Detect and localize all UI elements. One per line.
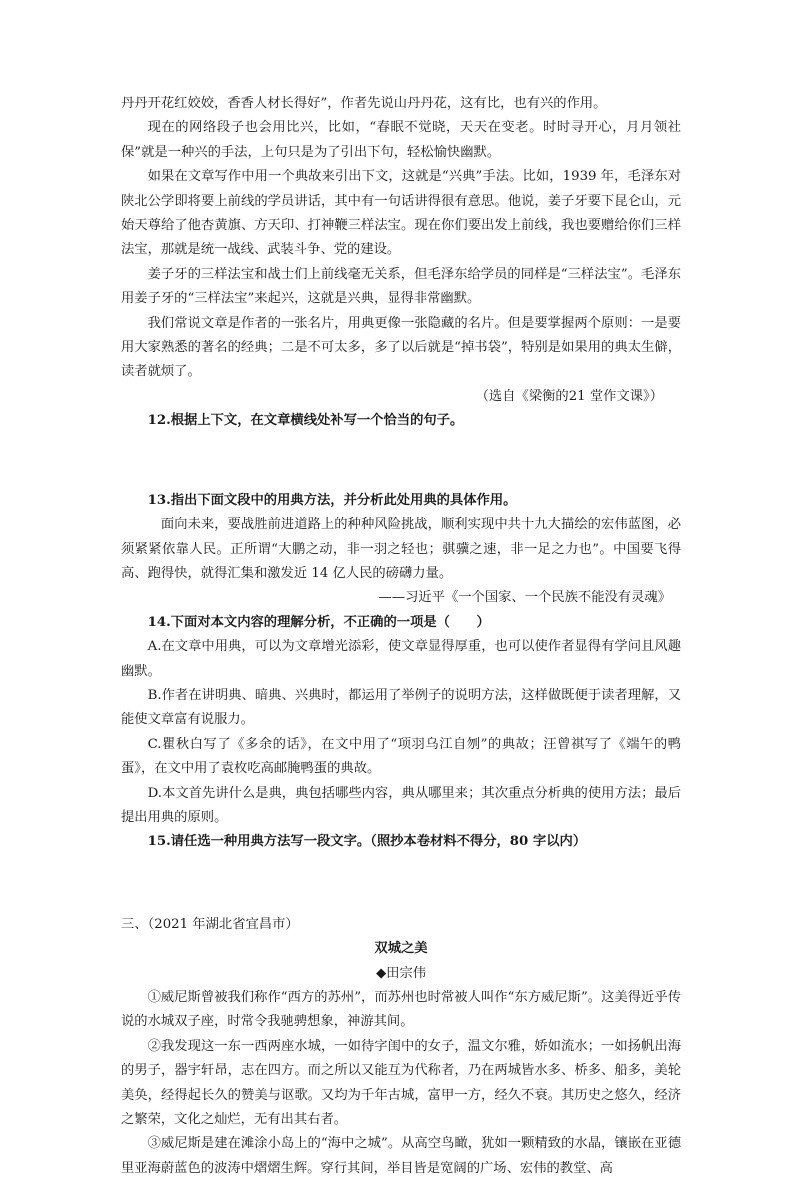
question-13-text: 面向未来，要战胜前进道路上的种种风险挑战，顺利实现中共十九大描绘的宏伟蓝图，必须紧紧依靠人民。正所谓“大鹏之动，非一羽之轻也；骐骥之速，非一足之力也”。中国要飞得高、跑得快，就得汇集和激发近 14 亿人民的磅礴力量。 (121, 517, 681, 581)
question-14-option-a: A.在文章中用典，可以为文章增光添彩，使文章显得厚重，也可以使作者显得有学问且风趣幽默。 (121, 639, 681, 679)
passage-paragraph-2: 现在的网络段子也会用比兴，比如，“春眠不觉晓，天天在变老。时时寻开心，月月领社保”就是一种兴的手法，上句只是为了引出下句，轻松愉快幽默。 (121, 120, 681, 160)
article-title: 双城之美 (374, 941, 428, 957)
article-paragraph-3: ③威尼斯是建在滩涂小岛上的“海中之城”。从高空鸟瞰，犹如一颗精致的水晶，镶嵌在亚德里亚海蔚蓝色的波涛中熠熠生辉。穿行其间，举目皆是宽阔的广场、宏伟的教堂、高 (121, 1136, 681, 1176)
passage-paragraph-1: 丹丹开花红姣姣，香香人材长得好”，作者先说山丹丹花，这有比，也有兴的作用。 (121, 96, 607, 111)
document-content (121, 92, 681, 1181)
question-14-option-b: B.作者在讲明典、暗典、兴典时，都运用了举例子的说明方法，这样做既便于读者理解，又能使文章富有说服力。 (121, 687, 681, 728)
passage-paragraph-5: 我们常说文章是作者的一张名片，用典更像一张隐藏的名片。但是要掌握两个原则：一是要用大家熟悉的著名的经典；二是不可太多，多了以后就是“掉书袋”，特别是如果用的典太生僻，读者就烦了。 (121, 315, 681, 380)
section-heading: 三、（2021 年湖北省宜昌市） (121, 916, 299, 932)
question-12: 12.根据上下文，在文章横线处补写一个恰当的句子。 (147, 413, 464, 429)
question-14-option-d: D.本文首先讲什么是典，典包括哪些内容，典从哪里来；其次重点分析典的使用方法；最后提出用典的原则。 (121, 785, 681, 825)
question-15: 15.请任选一种用典方法写一段文字。（照抄本卷材料不得分，80 字以内） (147, 834, 587, 850)
article-paragraph-1: ①威尼斯曾被我们称作“西方的苏州”，而苏州也时常被人叫作“东方威尼斯”。这美得近乎传说的水城双子座，时常令我驰骋想象，神游其间。 (121, 990, 681, 1030)
article-paragraph-2: ②我发现这一东一西两座水城，一如待字闺中的女子，温文尔雅，娇如流水；一如扬帆出海的男子，器宇轩昂，志在四方。而之所以又能互为代称者，乃在两城皆水多、桥多、船多，美轮美奂，经得起长久的赞美与讴歌。又均为千年古城，富甲一方，经久不衰。其历史之悠久，经济之繁荣，文化之灿烂，无有出其右者。 (121, 1038, 681, 1128)
passage-source: （选自《梁衡的21 堂作文课》） (475, 388, 663, 404)
question-13-source: ——习近平《一个国家、一个民族不能没有灵魂》 (378, 590, 671, 606)
passage-paragraph-4: 姜子牙的三样法宝和战士们上前线毫无关系，但毛泽东给学员的同样是“三样法宝”。毛泽东用姜子牙的“三样法宝”来起兴，这就是兴典，显得非常幽默。 (121, 266, 681, 307)
article-author: ◆田宗伟 (375, 965, 427, 981)
passage-paragraph-3: 如果在文章写作中用一个典故来引出下文，这就是“兴典”手法。比如，1939 年，毛泽东对陕北公学即将要上前线的学员讲话，其中有一句话讲得很有意思。他说，姜子牙要下昆仑山，元始天尊给了他杏黄旗、方天印、打神鞭三样法宝。现在你们要出发上前线，我也要赠给你们三样法宝，那就是统一战线、武装斗争、党的建设。 (121, 169, 681, 258)
question-14-option-c: C.瞿秋白写了《多余的话》，在文中用了“项羽乌江自刎”的典故；汪曾祺写了《端午的鸭蛋》，在文中用了袁枚吃高邮腌鸭蛋的典故。 (121, 736, 681, 777)
question-13: 13.指出下面文段中的用典方法，并分析此处用典的具体作用。 (147, 492, 517, 508)
question-14: 14.下面对本文内容的理解分析，不正确的一项是（ ） (147, 614, 490, 630)
